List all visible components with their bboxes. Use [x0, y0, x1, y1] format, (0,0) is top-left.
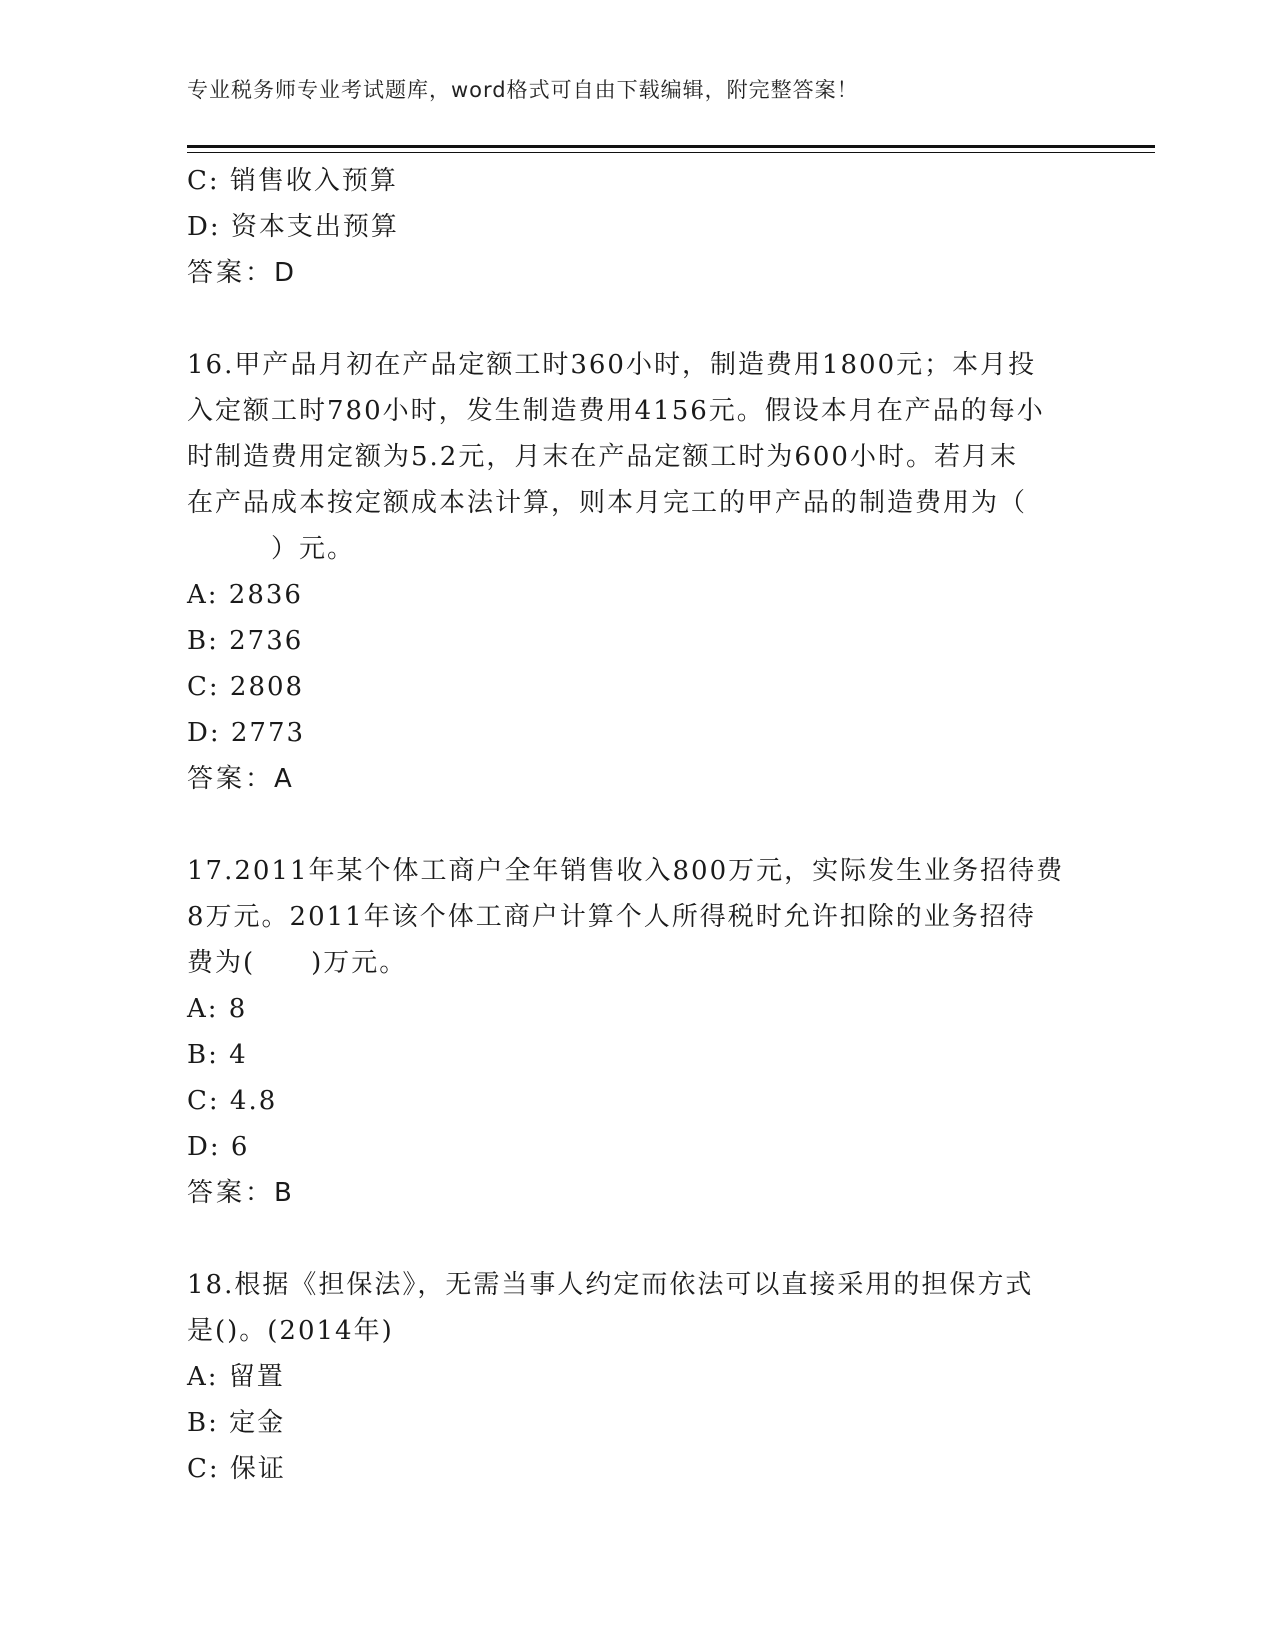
option-c: C: 销售收入预算	[187, 166, 398, 196]
question-18-option-b: B: 定金	[187, 1408, 286, 1438]
question-17-option-c: C: 4.8	[187, 1086, 278, 1116]
spacer	[187, 802, 1087, 848]
question-16-answer: 答案：A	[187, 764, 295, 794]
option-d: D: 资本支出预算	[187, 212, 399, 242]
question-16-line-5: ）元。	[187, 534, 356, 564]
question-18-line-2: 是()。(2014年)	[187, 1316, 394, 1346]
question-17-option-a: A: 8	[187, 994, 248, 1024]
header-rule-thick	[187, 145, 1155, 148]
page-header: 专业税务师专业考试题库，word格式可自由下载编辑，附完整答案！	[187, 78, 859, 102]
header-rule-thin	[187, 152, 1155, 153]
question-17-line-1: 17.2011年某个体工商户全年销售收入800万元，实际发生业务招待费	[187, 856, 1065, 886]
question-17-option-d: D: 6	[187, 1132, 250, 1162]
question-16-line-2: 入定额工时780小时，发生制造费用4156元。假设本月在产品的每小	[187, 396, 1045, 426]
question-18-option-a: A: 留置	[187, 1362, 285, 1392]
question-18-option-c: C: 保证	[187, 1454, 286, 1484]
spacer	[187, 296, 1087, 342]
question-17-option-b: B: 4	[187, 1040, 248, 1070]
question-16-option-c: C: 2808	[187, 672, 305, 702]
document-body	[187, 158, 1087, 1492]
answer-line: 答案：D	[187, 258, 298, 288]
question-17-line-3: 费为( )万元。	[187, 948, 408, 978]
question-18-line-1: 18.根据《担保法》，无需当事人约定而依法可以直接采用的担保方式	[187, 1270, 1034, 1300]
question-16-option-d: D: 2773	[187, 718, 306, 748]
question-17-answer: 答案：B	[187, 1178, 295, 1208]
question-16-line-1: 16.甲产品月初在产品定额工时360小时，制造费用1800元；本月投	[187, 350, 1037, 380]
question-16-line-3: 时制造费用定额为5.2元，月末在产品定额工时为600小时。若月末	[187, 442, 1018, 472]
question-17-line-2: 8万元。2011年该个体工商户计算个人所得税时允许扣除的业务招待	[187, 902, 1036, 932]
question-16-option-b: B: 2736	[187, 626, 304, 656]
question-16-option-a: A: 2836	[187, 580, 303, 610]
question-16-line-4: 在产品成本按定额成本法计算，则本月完工的甲产品的制造费用为（	[187, 488, 1028, 518]
spacer	[187, 1216, 1087, 1262]
